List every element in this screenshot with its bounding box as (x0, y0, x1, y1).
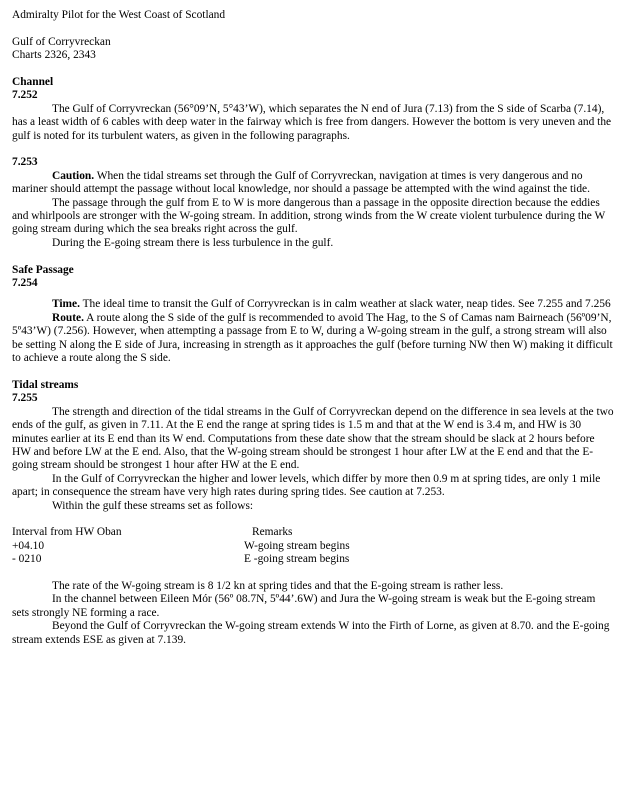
heading-tidal-streams: Tidal streams (12, 378, 79, 391)
para-7-255-p3: Within the gulf these streams set as follows: (52, 499, 254, 512)
table-cell-remark: W-going stream begins (244, 539, 350, 552)
table-row (12, 553, 614, 566)
table-header-remarks: Remarks (252, 526, 293, 539)
caution-text: When the tidal streams set through the Gulf of Corryvreckan, navigation at times is very dangerous and no mariner should attempt the passage without local knowledge, nor should a passage be attempted with the wind against the tide. (12, 169, 590, 196)
para-7-253-p2: The passage through the gulf from E to W is more dangerous than a passage in the opposite direction because the eddies and whirlpools are stronger with the W-going stream. In addition, strong winds from the W create violent turbulence during the W going stream during which the sea breaks right across the gulf. (12, 196, 606, 236)
route-label: Route. (52, 311, 84, 324)
para-7-255-p5: In the channel between Eileen Mór (56º 08.7N, 5º44’.6W) and Jura the W-going stream is weak but the E-going stream sets strongly NE forming a race. (12, 593, 596, 619)
heading-safe-passage: Safe Passage (12, 263, 74, 276)
table-cell-interval: +04.10 (12, 539, 45, 552)
para-number-7-255: 7.255 (12, 392, 38, 405)
para-7-254-time (12, 298, 614, 311)
para-number-7-254: 7.254 (12, 277, 38, 290)
place-name: Gulf of Corryvreckan (12, 35, 111, 48)
para-7-254-route (12, 312, 614, 366)
para-7-255-p2: In the Gulf of Corryvreckan the higher and lower levels, which differ by more then 0.9 m at spring tides, are only 1 mile apart; in consequence the stream have very high rates during spring tides. See caution at 7.253. (12, 472, 601, 499)
para-7-255-p6: Beyond the Gulf of Corryvreckan the W-going stream extends W into the Firth of Lorne, as given at 8.70. and the E-going stream extends ESE as given at 7.139. (12, 620, 610, 646)
para-7-255-p1: The strength and direction of the tidal streams in the Gulf of Corryvreckan depend on the difference in sea levels at the two ends of the gulf, as given in 7.11. At the E end the range at spring tides is 1.5 m and that at the W end is 3.4 m, and HW is 30 minutes earlier at its E end than its W end. Computations from these date show that the stream should be slack at 2 hours before HW and before LW at the E end. Also, that the W-going stream should be strongest 1 hour after LW at the E end and that the E-going stream should be strongest 1 hour after HW at the E end. (12, 405, 614, 472)
para-7-253-caution (12, 170, 614, 197)
time-text: The ideal time to transit the Gulf of Corryvreckan is in calm weather at slack water, neap tides. See 7.255 and 7.256 (79, 298, 611, 311)
para-number-7-253: 7.253 (12, 156, 38, 169)
table-cell-remark: E -going stream begins (244, 553, 350, 566)
para-7-252-text: The Gulf of Corryvreckan (56°09’N, 5°43’W), which separates the N end of Jura (7.13) from the S side of Scarba (7.14), has a least width of 6 cables with deep water in the fairway which is free from dangers. However the bottom is very uneven and the gulf is noted for its turbulent waters, as given in the following paragraphs. (12, 102, 612, 142)
table-row (12, 540, 614, 553)
table-header-row (12, 526, 614, 539)
chart-references: Charts 2326, 2343 (12, 49, 96, 62)
route-text: A route along the S side of the gulf is recommended to avoid The Hag, to the S of Camas nam Bairneach (56º09’N, 5º43’W) (7.256). However, when attempting a passage from E to W, during a W-going stream in the gulf, a strong stream will also be setting N along the E side of Jura, increasing in strength as it approaches the gulf (before turning NW then W) making it difficult to achieve a route along the S side. (12, 311, 613, 365)
para-number-7-252: 7.252 (12, 89, 38, 102)
time-label: Time. (52, 298, 80, 311)
document-page (12, 9, 614, 647)
para-7-253-p3: During the E-going stream there is less turbulence in the gulf. (52, 236, 334, 249)
heading-channel: Channel (12, 76, 54, 88)
para-7-255-p4: The rate of the W-going stream is 8 1/2 kn at spring tides and that the E-going stream is rather less. (52, 579, 504, 592)
tidal-stream-table (12, 526, 614, 566)
caution-label: Caution. (52, 169, 95, 182)
table-header-interval: Interval from HW Oban (12, 526, 122, 539)
document-title: Admiralty Pilot for the West Coast of Scotland (12, 9, 226, 21)
table-cell-interval: - 0210 (12, 553, 42, 566)
